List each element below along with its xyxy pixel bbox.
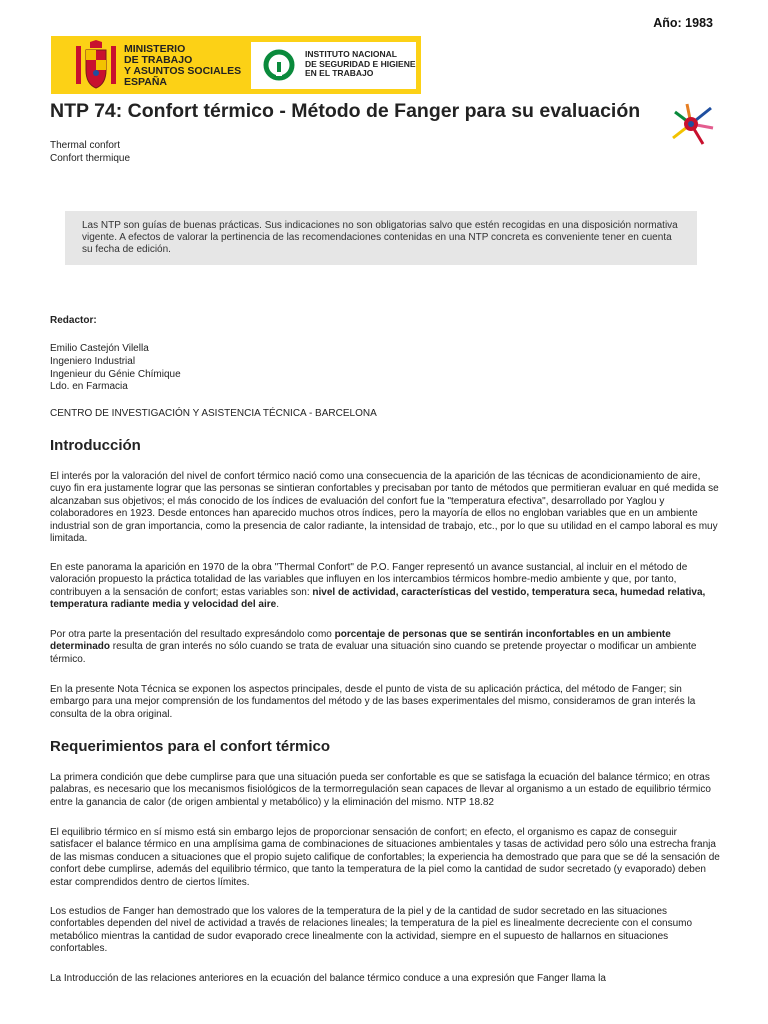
year-label: Año: 1983 <box>653 16 713 30</box>
ntp-star-icon <box>667 102 715 146</box>
paragraph: En este panorama la aparición en 1970 de la obra "Thermal Confort" de P.O. Fanger representó un avance sustancial, al incluir en el método de valoración propuesto la práctica totalidad de las variables que influyen en los intercambios térmicos hombre-medio ambiente y que, por tanto, contribuyen a la sensación de confort; estas variables son: nivel de actividad, características del vestido, temperatura seca, humedad relativa, temperatura radiante media y velocidad del aire. <box>50 562 706 611</box>
institute-name: INSTITUTO NACIONAL DE SEGURIDAD E HIGIENE EN EL TRABAJO <box>305 49 416 79</box>
author-center: CENTRO DE INVESTIGACIÓN Y ASISTENCIA TÉCNICA - BARCELONA <box>50 408 377 419</box>
notice-box <box>65 211 697 265</box>
paragraph: La primera condición que debe cumplirse para que una situación pueda ser confortable es que se satisfaga la ecuación del balance térmico; en otras palabras, es necesario que los mecanismos fisiológicos de la termorregulación sean capaces de llevar al organismo a un estado de equilibrio térmico entre la ganancia de calor (de origen ambiental y metabólico) y la eliminación del mismo. NTP 18.82 <box>50 772 711 808</box>
author-degree: Ingeniero Industrial <box>50 355 136 367</box>
section-heading-introduccion: Introducción <box>50 437 141 454</box>
paragraph: El equilibrio térmico en sí mismo está sin embargo lejos de proporcionar sensación de confort; en efecto, el organismo es capaz de conseguir satisfacer el balance térmico en una amplísima gama de combinaciones de situaciones ambientales y tasas de actividad pero sólo una estrecha franja de las mismas conducen a situaciones que el propio sujeto califique de confortables; la experiencia ha demostrado que para que se dé la sensación de confort debe cumplirse, además del equilibrio térmico, que tanto la temperatura de la piel como la cantidad de sudor secretado (y evaporado) deben estar comprendidos dentro de ciertos límites. <box>50 827 720 888</box>
document-title: NTP 74: Confort térmico - Método de Fanger para su evaluación <box>50 100 641 122</box>
author-name: Emilio Castejón Vilella <box>50 343 149 354</box>
ministry-name: MINISTERIO DE TRABAJO Y ASUNTOS SOCIALES ESPAÑA <box>124 43 242 88</box>
subtitle-french: Confort thermique <box>50 153 131 164</box>
subtitle-english: Thermal confort <box>50 140 121 151</box>
author-degree: Ldo. en Farmacia <box>50 381 128 393</box>
notice-text: Las NTP son guías de buenas prácticas. Sus indicaciones no son obligatorias salvo que estén recogidas en una disposición normativa vigente. A efectos de valorar la pertinencia de las recomendaciones contenidas en una NTP concreta es conveniente tener en cuenta su fecha de edición. <box>82 220 678 256</box>
emphasis: nivel de actividad, características del vestido, temperatura seca, humedad relativa, temperatura radiante media y velocidad del aire <box>50 586 706 611</box>
emphasis: porcentaje de personas que se sentirán inconfortables en un ambiente determinado <box>50 629 671 653</box>
section-heading-requerimientos: Requerimientos para el confort térmico <box>50 738 331 755</box>
paragraph: Los estudios de Fanger han demostrado que los valores de la temperatura de la piel y de la cantidad de sudor secretado en las situaciones confortables dependen del nivel de actividad a través de relaciones lineales; la temperatura de la piel es linealmente decreciente con el consumo metabólico mientras la cantidad de sudor evaporado crece linealmente con la actividad, siempre en el supuesto de hallarnos en situaciones confortables. <box>50 906 693 955</box>
paragraph: El interés por la valoración del nivel de confort térmico nació como una consecuencia de la aparición de las técnicas de acondicionamiento de aire, cuyo fin era justamente lograr que las personas se sintieran confortables y precisaban por tanto de métodos que permitieran evaluar en qué medida se alcanzaban sus objetivos; el más conocido de los índices de evaluación del confort fue la "temperatura efectiva", desarrollado por Yaglou y colaboradores en 1923. Desde entonces han aparecido muchos otros índices, pero la mayoría de ellos no engloban variables que en un ambiente industrial son de gran importancia, como la presencia de calor radiante, la intensidad de trabajo, etc., por lo que su utilidad en el campo laboral es muy limitada. <box>50 471 719 545</box>
paragraph: La Introducción de las relaciones anteriores en la ecuación del balance térmico conduce a una expresión que Fanger llama la <box>50 973 606 984</box>
coat-of-arms-icon <box>72 40 120 92</box>
paragraph: Por otra parte la presentación del resultado expresándolo como porcentaje de personas que se sentirán inconfortables en un ambiente determinado resulta de gran interés no sólo cuando se trata de evaluar una situación sino cuando se pretende proyectar o modificar un ambiente térmico. <box>50 629 697 665</box>
author-details <box>50 343 720 394</box>
author-label: Redactor: <box>50 315 97 326</box>
author-degree: Ingenieur du Génie Chímique <box>50 368 181 380</box>
institute-logo-icon <box>262 48 296 82</box>
paragraph: En la presente Nota Técnica se exponen los aspectos principales, desde el punto de vista de su aplicación práctica, del método de Fanger; sin embargo para una mejor comprensión de los fundamentos del método y de las bases experimentales del mismo, consideramos de gran interés la consulta de la obra original. <box>50 684 696 720</box>
